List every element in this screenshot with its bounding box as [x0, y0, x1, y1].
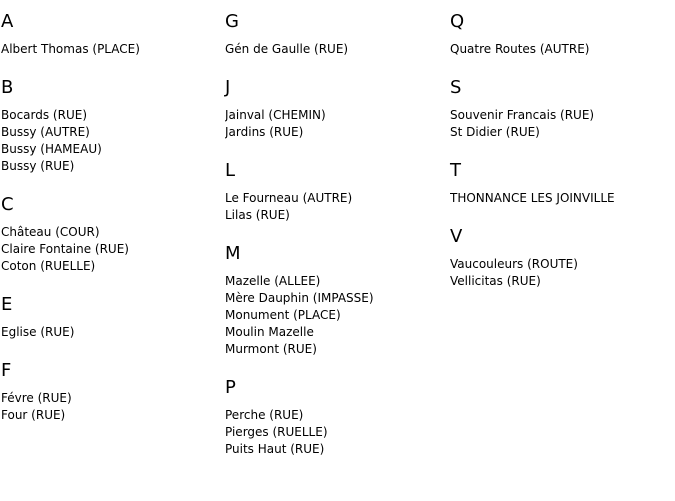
- letter-group-p: [225, 376, 447, 458]
- letter-heading: L: [225, 160, 236, 181]
- street-link[interactable]: Claire Fontaine (RUE): [1, 242, 129, 256]
- street-link[interactable]: Château (COUR): [1, 225, 100, 239]
- street-link[interactable]: Pierges (RUELLE): [225, 425, 328, 439]
- letter-heading: C: [1, 194, 14, 215]
- street-link[interactable]: Eglise (RUE): [1, 325, 75, 339]
- street-link[interactable]: Gén de Gaulle (RUE): [225, 42, 349, 56]
- street-link[interactable]: Murmont (RUE): [225, 342, 317, 356]
- street-link[interactable]: Four (RUE): [1, 408, 66, 422]
- letter-group-c: [1, 193, 223, 275]
- street-link[interactable]: Moulin Mazelle: [225, 325, 314, 339]
- street-link[interactable]: THONNANCE LES JOINVILLE: [450, 191, 615, 205]
- street-link[interactable]: Bussy (HAMEAU): [1, 142, 102, 156]
- street-link[interactable]: Vaucouleurs (ROUTE): [450, 257, 578, 271]
- letter-heading: E: [1, 294, 13, 315]
- letter-heading: J: [225, 77, 231, 98]
- letter-group-g: [225, 10, 447, 58]
- letter-heading: P: [225, 377, 236, 398]
- street-link[interactable]: Mazelle (ALLEE): [225, 274, 321, 288]
- street-link[interactable]: Lilas (RUE): [225, 208, 290, 222]
- letter-group-m: [225, 242, 447, 358]
- letter-group-b: [1, 76, 223, 175]
- index-column: [225, 10, 447, 476]
- index-column: [450, 10, 672, 308]
- street-link[interactable]: St Didier (RUE): [450, 125, 540, 139]
- letter-heading: Q: [450, 11, 465, 32]
- letter-heading: V: [450, 226, 463, 247]
- letter-group-e: [1, 293, 223, 341]
- street-link[interactable]: Quatre Routes (AUTRE): [450, 42, 590, 56]
- street-link[interactable]: Albert Thomas (PLACE): [1, 42, 140, 56]
- street-link[interactable]: Coton (RUELLE): [1, 259, 96, 273]
- letter-group-a: [1, 10, 223, 58]
- letter-group-q: [450, 10, 672, 58]
- street-link[interactable]: Bussy (RUE): [1, 159, 75, 173]
- letter-heading: A: [1, 11, 14, 32]
- street-link[interactable]: Bussy (AUTRE): [1, 125, 90, 139]
- letter-heading: M: [225, 243, 241, 264]
- street-link[interactable]: Jardins (RUE): [225, 125, 304, 139]
- street-link[interactable]: Févre (RUE): [1, 391, 72, 405]
- street-link[interactable]: Perche (RUE): [225, 408, 304, 422]
- letter-group-j: [225, 76, 447, 141]
- street-link[interactable]: Vellicitas (RUE): [450, 274, 541, 288]
- street-link[interactable]: Mère Dauphin (IMPASSE): [225, 291, 374, 305]
- street-link[interactable]: Bocards (RUE): [1, 108, 87, 122]
- letter-heading: F: [1, 360, 12, 381]
- street-index: [0, 10, 675, 500]
- letter-group-f: [1, 359, 223, 424]
- letter-group-t: [450, 159, 672, 207]
- street-link[interactable]: Le Fourneau (AUTRE): [225, 191, 353, 205]
- letter-heading: B: [1, 77, 14, 98]
- letter-heading: S: [450, 77, 462, 98]
- index-column: [1, 10, 223, 442]
- letter-heading: G: [225, 11, 239, 32]
- street-link[interactable]: Jainval (CHEMIN): [225, 108, 326, 122]
- letter-group-l: [225, 159, 447, 224]
- letter-group-v: [450, 225, 672, 290]
- letter-heading: T: [450, 160, 461, 181]
- letter-group-s: [450, 76, 672, 141]
- street-link[interactable]: Monument (PLACE): [225, 308, 341, 322]
- street-link[interactable]: Souvenir Francais (RUE): [450, 108, 595, 122]
- street-link[interactable]: Puits Haut (RUE): [225, 442, 325, 456]
